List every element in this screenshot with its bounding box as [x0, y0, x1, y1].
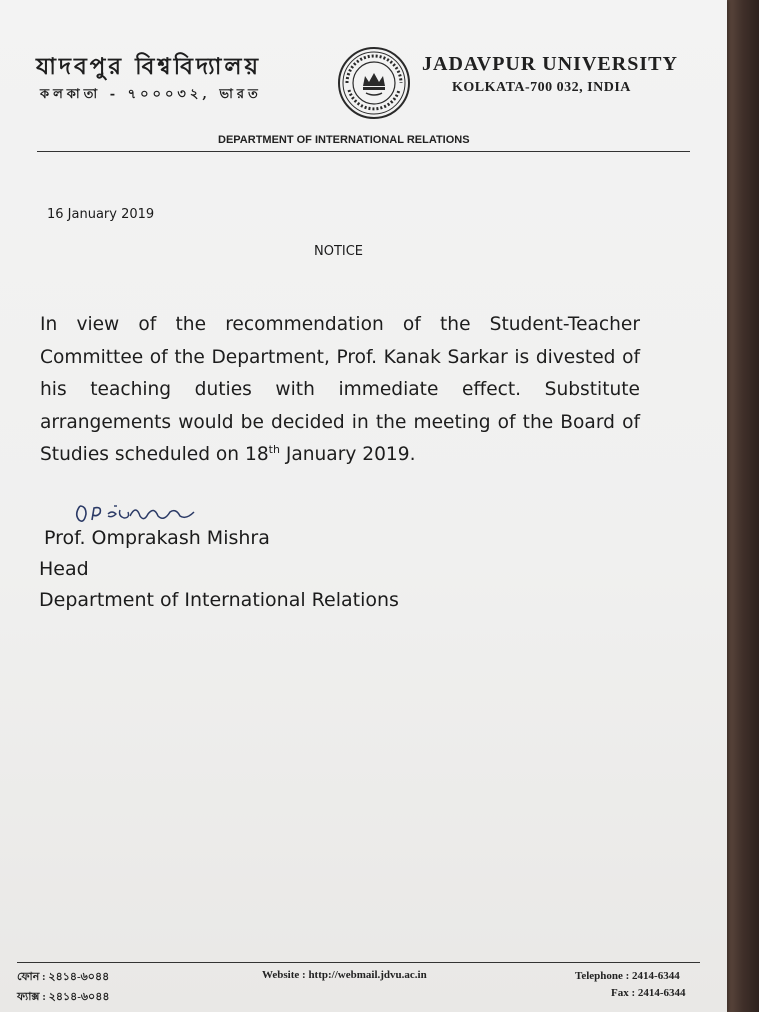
footer-fax: Fax : 2414-6344 [611, 987, 686, 999]
footer-divider [17, 962, 700, 963]
notice-title: NOTICE [314, 244, 364, 259]
university-name-english: JADAVPUR UNIVERSITY [422, 53, 678, 75]
university-address-bengali: কলকাতা - ৭০০০৩২, ভারত [40, 87, 262, 102]
notice-date: 16 January 2019 [47, 207, 155, 222]
university-name-bengali: যাদবপুর বিশ্ববিদ্যালয় [36, 53, 262, 80]
footer-phone-bengali: ফোন : ২৪১৪-৬০৪৪ [17, 971, 110, 983]
footer-fax-bengali: ফ্যাক্স : ২৪১৪-৬০৪৪ [17, 991, 110, 1003]
university-seal-logo [337, 46, 411, 120]
notice-body [40, 309, 640, 472]
signatory-name: Prof. Omprakash Mishra [44, 527, 270, 549]
signatory-department: Department of International Relations [39, 589, 399, 611]
department-heading: DEPARTMENT OF INTERNATIONAL RELATIONS [218, 134, 470, 146]
signatory-title: Head [39, 558, 89, 580]
notice-body-end: January 2019. [279, 444, 416, 465]
footer-telephone: Telephone : 2414-6344 [575, 970, 680, 982]
university-address-english: KOLKATA-700 032, INDIA [452, 80, 631, 95]
notice-body-text: In view of the recommendation of the Student-Teacher Committee of the Department, Prof. Kanak Sarkar is divested of his teaching duties with immediate effect. Substitute arrangements would be decided in the meeting of the Board of Studies scheduled on 18 [40, 314, 640, 465]
ordinal-suffix: th [268, 442, 280, 456]
footer-website: Website : http://webmail.jdvu.ac.in [262, 969, 427, 981]
header-divider [37, 151, 690, 152]
